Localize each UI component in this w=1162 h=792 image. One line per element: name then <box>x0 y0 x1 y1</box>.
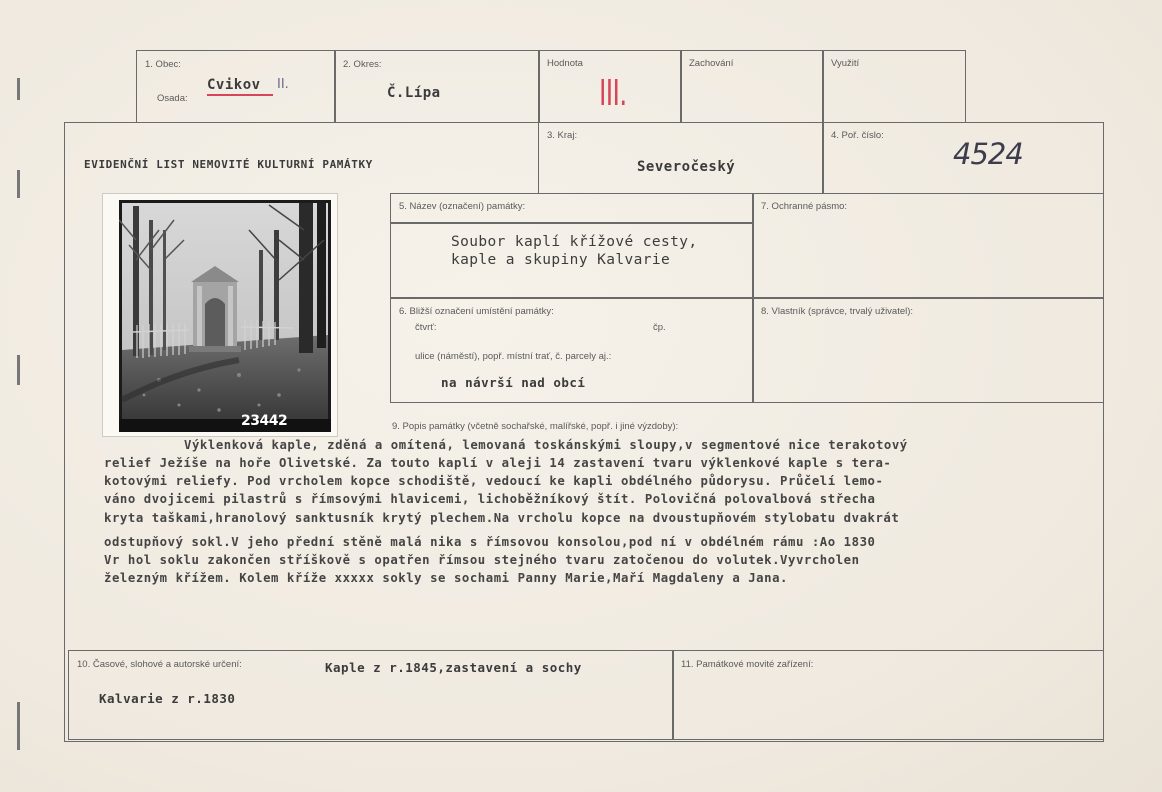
okres-value: Č.Lípa <box>387 85 441 101</box>
divider <box>391 222 753 224</box>
blizsi-label: 6. Bližší označení umístění památky: <box>399 306 554 317</box>
kraj-label: 3. Kraj: <box>547 130 578 141</box>
nazev-line2: kaple a skupiny Kalvarie <box>451 252 671 268</box>
obec-cell <box>136 50 336 123</box>
popis-line: Vr hol soklu zakončen stříškově s opatřen římsou stejného tvaru zatočenou do volutek.Vyvrcholen <box>104 553 860 567</box>
popis-line: váno dvojicemi pilastrů s římsovými hlavicemi, lichoběžníkový štít. Polovičná polovalbová střecha <box>104 492 876 506</box>
por-cislo-label: 4. Poř. číslo: <box>831 130 884 141</box>
ctvrt-label: čtvrť: <box>415 322 437 333</box>
popis-label: 9. Popis památky (včetně sochařské, malířské, popř. i jiné výzdoby): <box>392 421 679 432</box>
vlastnik-label: 8. Vlastník (správce, trvalý uživatel): <box>761 306 914 317</box>
photo-mount <box>102 193 338 437</box>
photo-number: 23442 <box>241 413 288 429</box>
nazev-label: 5. Název (označení) památky: <box>399 201 526 212</box>
okres-label: 2. Okres: <box>343 59 382 70</box>
vlastnik-cell <box>752 297 1104 403</box>
hodnota-cell <box>538 50 682 123</box>
casove-label: 10. Časové, slohové a autorské určení: <box>77 659 242 670</box>
kraj-cell <box>538 122 824 194</box>
popis-line: odstupňový sokl.V jeho přední stěně malá nika s římsovou konsolou,pod ní v obdélném rámu :Ao 1830 <box>104 535 876 549</box>
nazev-line1: Soubor kaplí křížové cesty, <box>451 234 698 250</box>
casove-line2: Kalvarie z r.1830 <box>99 691 236 706</box>
chapel-photo <box>119 200 331 432</box>
punch-mark <box>17 702 20 750</box>
casove-line1: Kaple z r.1845,zastavení a sochy <box>325 660 582 675</box>
red-underline <box>207 94 273 96</box>
ulice-label: ulice (náměstí), popř. místní trať, č. parcely aj.: <box>415 351 612 362</box>
punch-mark <box>17 355 20 385</box>
obec-label: 1. Obec: <box>145 59 181 70</box>
zachovani-label: Zachování <box>689 58 734 69</box>
vyuziti-cell <box>822 50 966 123</box>
ochranne-pasmo-cell <box>752 193 1104 299</box>
por-cislo-value: 4524 <box>953 137 1023 171</box>
blizsi-cell <box>390 297 754 403</box>
popis-line: Výklenková kaple, zděná a omítená, lemovaná toskánskými sloupy,v segmentové nice terakotový <box>184 438 908 452</box>
hodnota-value: III. <box>599 73 627 114</box>
kraj-value: Severočeský <box>637 159 736 175</box>
movite-label: 11. Památkové movité zařízení: <box>681 659 814 670</box>
hodnota-label: Hodnota <box>547 58 583 69</box>
cp-label: čp. <box>653 322 666 333</box>
punch-mark <box>17 170 20 198</box>
osada-label: Osada: <box>157 93 188 104</box>
nazev-cell <box>390 193 754 299</box>
punch-mark <box>17 78 20 100</box>
popis-line: železným křížem. Kolem kříže xxxxx sokly se sochami Panny Marie,Maří Magdaleny a Jana. <box>104 571 788 585</box>
obec-value: Cvikov <box>207 77 261 93</box>
popis-line: kotovými reliefy. Pod vrcholem kopce schodiště, vedoucí ke kapli obdélného půdorysu. Průčelí lemo- <box>104 474 884 488</box>
okres-cell <box>334 50 540 123</box>
ochranne-pasmo-label: 7. Ochranné pásmo: <box>761 201 848 212</box>
movite-cell <box>672 650 1104 740</box>
umisteni-value: na návrší nad obcí <box>441 375 586 390</box>
form-title: EVIDENČNÍ LIST NEMOVITÉ KULTURNÍ PAMÁTKY <box>84 158 373 171</box>
por-cislo-cell <box>822 122 1104 194</box>
vyuziti-label: Využití <box>831 58 860 69</box>
casove-cell <box>68 650 674 740</box>
popis-line: relief Ježíše na hoře Olivetské. Za touto kaplí v aleji 14 zastavení tvaru výklenkové kaple s tera- <box>104 456 892 470</box>
zachovani-cell <box>680 50 824 123</box>
popis-line: kryta taškami,hranolový sanktusník krytý plechem.Na vrcholu kopce na dvoustupňovém stylobatu dvakrát <box>104 511 900 525</box>
obec-suffix: II. <box>277 77 289 92</box>
